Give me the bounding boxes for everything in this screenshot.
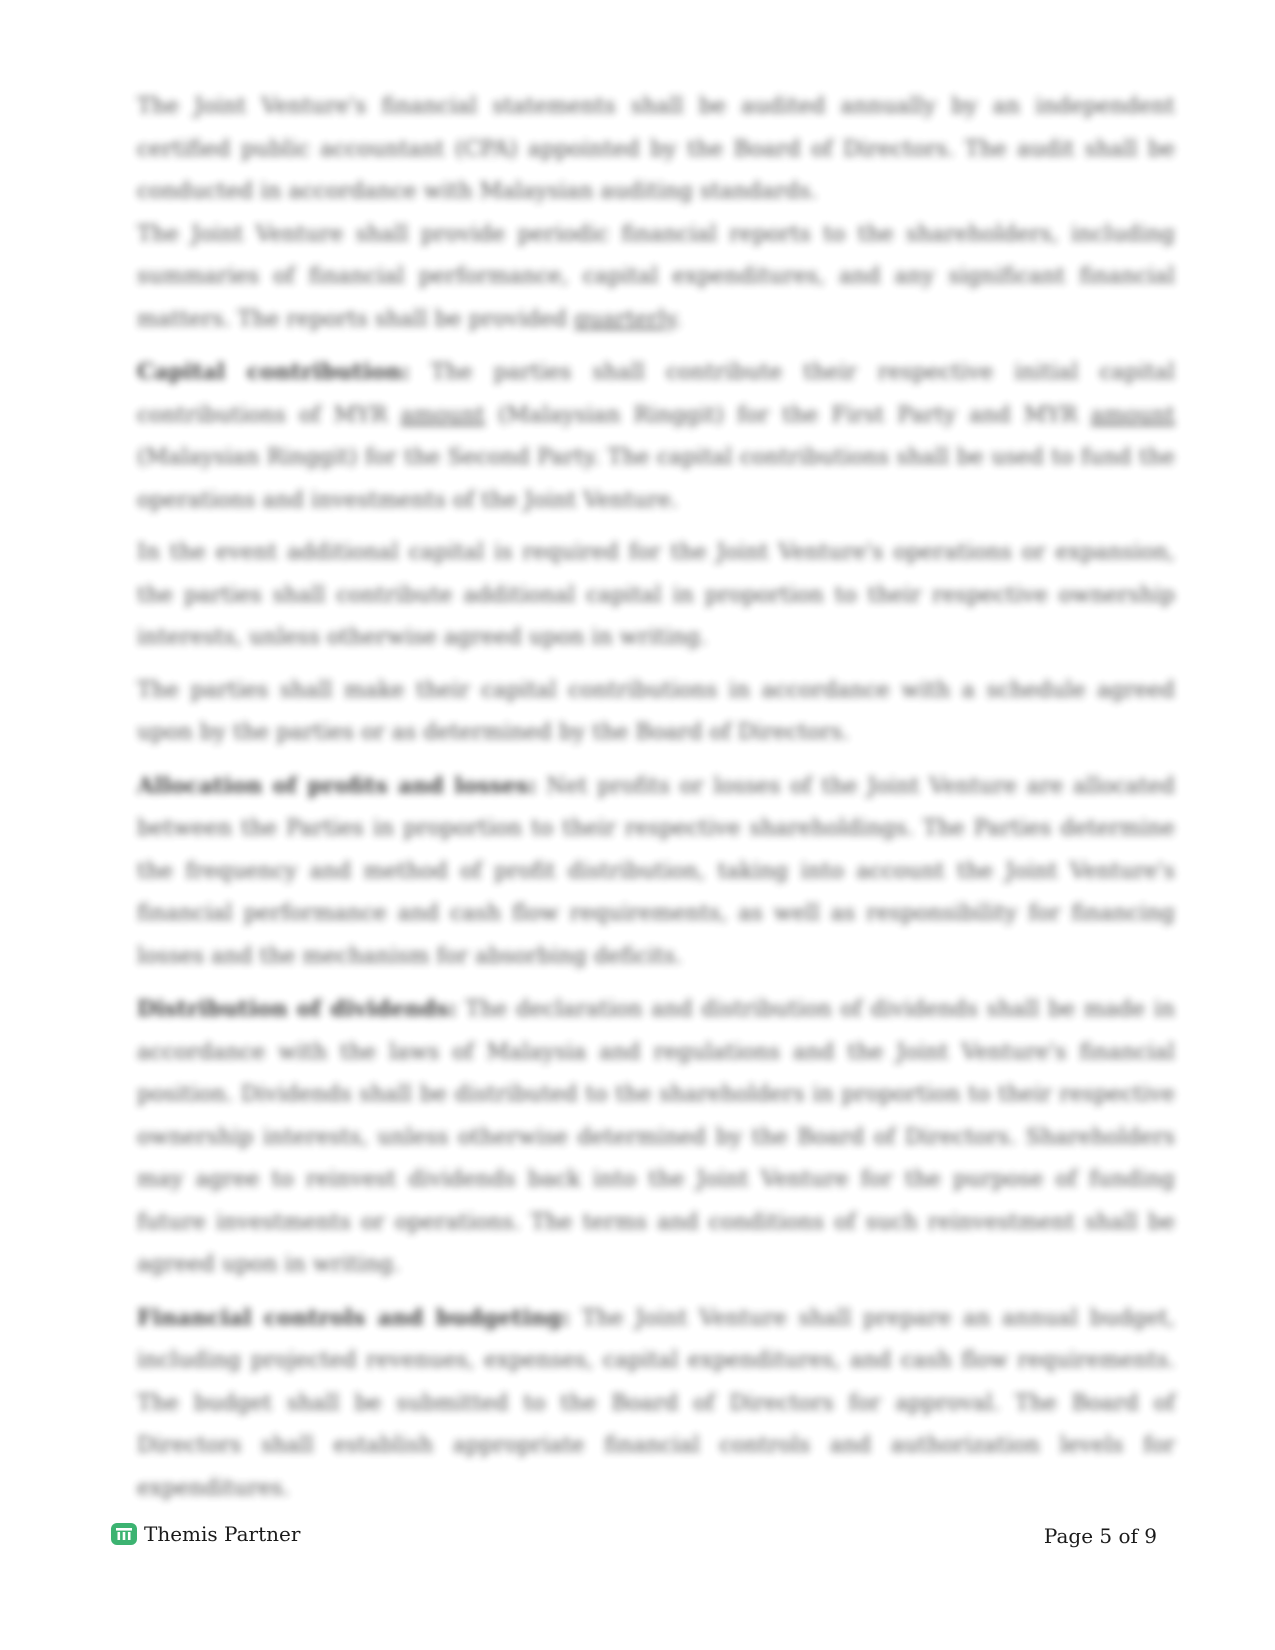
section-heading: Financial controls and budgeting: [137,1304,570,1331]
paragraph-text: The parties shall make their capital contributions in accordance with a schedule agreed upon by the parties or as determined by the Board of Directors. [137,677,1175,745]
placeholder-field: amount [1090,402,1175,428]
page-number: Page 5 of 9 [1043,1524,1157,1548]
paragraph-text: The Joint Venture shall prepare an annual budget, including projected revenues, expenses, capital expenditures, and cash flow requirements. The budget shall be submitted to the Board of Directors for approval. The Board of Directors shall establish appropriate financial controls and authorization levels for expenditures. [137,1305,1175,1501]
paragraph [137,86,1175,214]
paragraph [137,351,1175,522]
paragraph-text: The declaration and distribution of dividends shall be made in accordance with the laws of Malaysia and regulations and the Joint Venture's financial position. Dividends shall be distributed to the shareholders in proportion to their respective ownership interests, unless otherwise determined by the Board of Directors. Shareholders may agree to reinvest dividends back into the Joint Venture for the purpose of funding future investments or operations. The terms and conditions of such reinvestment shall be agreed upon in writing. [137,997,1175,1277]
paragraph-text: The parties shall contribute their respective initial capital contributions of MYR [137,360,1175,428]
section-heading: Distribution of dividends: [137,996,457,1022]
themis-logo-icon [111,1523,137,1545]
paragraph [137,214,1175,342]
section-heading: Capital contribution: [137,359,410,385]
brand-name: Themis Partner [144,1522,301,1546]
paragraph-text: (Malaysian Ringgit) for the First Party and MYR [484,402,1091,428]
paragraph [137,670,1175,755]
paragraph-text: In the event additional capital is required for the Joint Venture's operations or expansion, the parties shall contribute additional capital in proportion to their respective ownership interests, unless otherwise agreed upon in writing. [137,540,1175,650]
section-heading: Allocation of profits and losses: [137,772,537,799]
placeholder-field: quarterly [574,306,675,332]
paragraph-text: . [674,306,682,332]
paragraph [137,765,1175,979]
paragraph [137,532,1175,660]
paragraph-text: The Joint Venture shall provide periodic financial reports to the shareholders, including summaries of financial performance, capital expenditures, and any significant financial matters. The reports shall be provided [137,221,1175,332]
paragraph-text: The Joint Venture's financial statements shall be audited annually by an independent certified public accountant (CPA) appointed by the Board of Directors. The audit shall be conducted in accordance with Malaysian auditing standards. [137,94,1175,204]
placeholder-field: amount [400,402,485,428]
paragraph-text: (Malaysian Ringgit) for the Second Party. The capital contributions shall be used to fund the operations and investments of the Joint Venture. [137,445,1175,513]
page-footer [0,1522,1275,1554]
paragraph [137,988,1175,1287]
brand [111,1522,300,1546]
paragraph [137,1297,1175,1511]
document-body [137,86,1175,1520]
paragraph-text: Net profits or losses of the Joint Venture are allocated between the Parties in proportion to their respective shareholdings. The Parties determine the frequency and method of profit distribution, taking into account the Joint Venture's financial performance and cash flow requirements, as well as responsibility for financing losses and the mechanism for absorbing deficits. [137,773,1175,969]
